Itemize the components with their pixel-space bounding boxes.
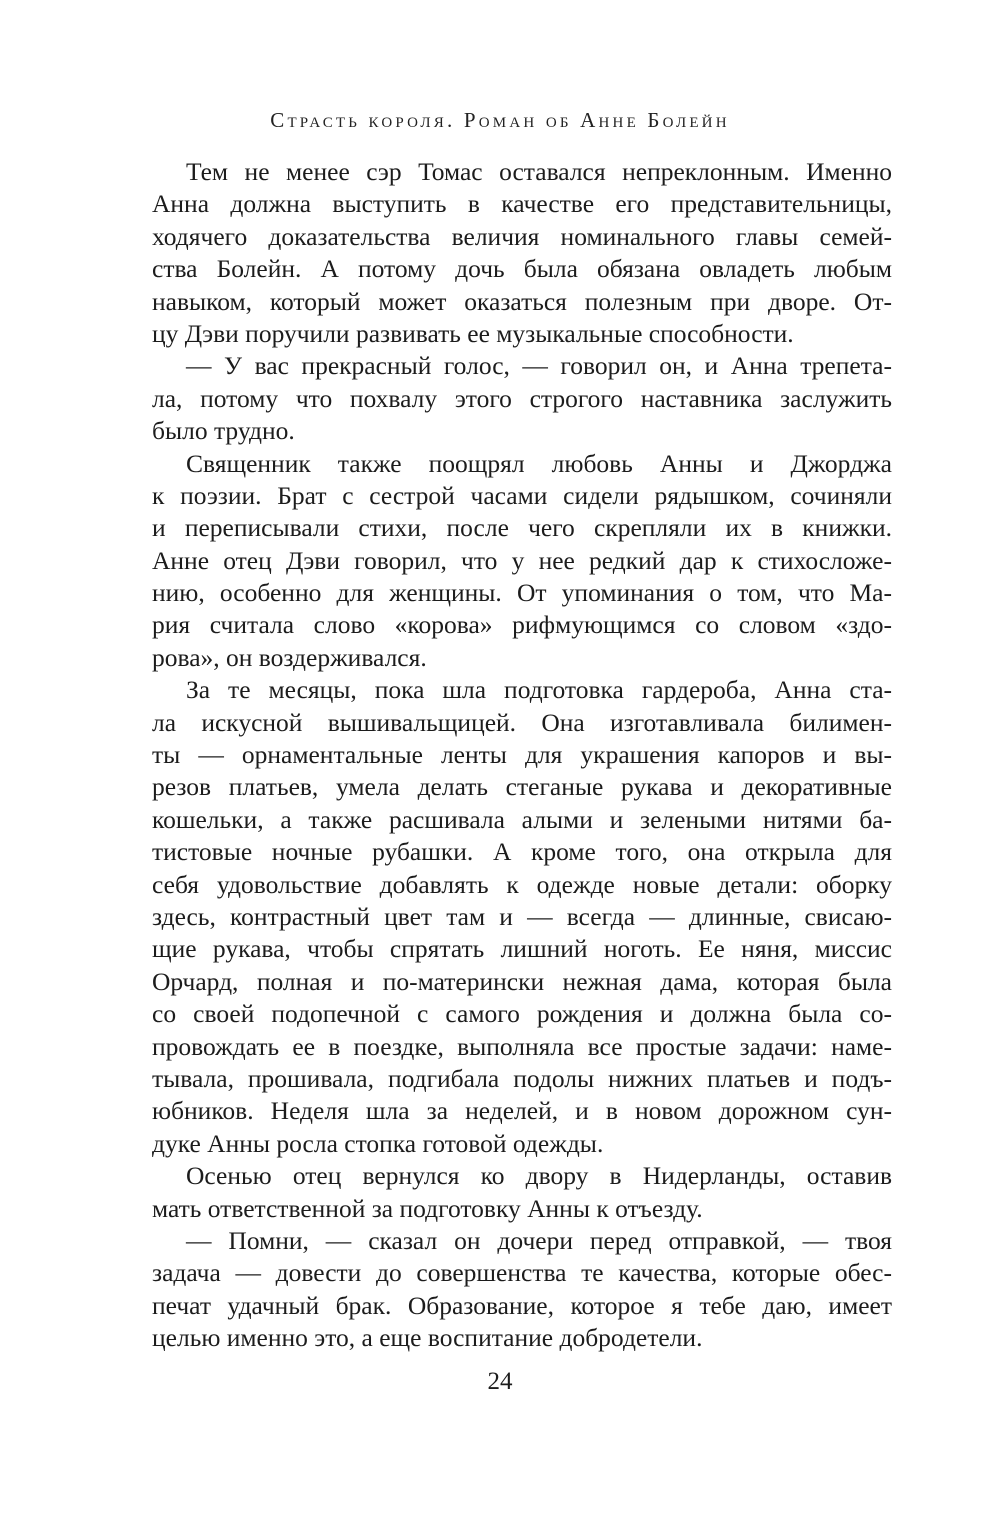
text-line: рова», он воздерживался.	[152, 642, 427, 672]
text-line: Анна должна выступить в качестве его представительницы,	[152, 189, 892, 219]
running-header-title: Страсть короля. Роман об Анне Болейн	[270, 108, 730, 132]
body-text	[152, 156, 892, 1354]
text-line: Священник также поощрял любовь Анны и Джорджа	[186, 448, 892, 478]
text-line: к поэзии. Брат с сестрой часами сидели рядышком, сочиняли	[152, 480, 892, 510]
text-line: Тем не менее сэр Томас оставался непреклонным. Именно	[186, 157, 892, 186]
text-line: и переписывали стихи, после чего скрепляли их в книжки.	[152, 513, 892, 543]
text-line: За те месяцы, пока шла подготовка гардероба, Анна ста-	[186, 675, 892, 705]
text-line: тистовые ночные рубашки. А кроме того, она открыла для	[152, 837, 892, 867]
text-line: навыком, который может оказаться полезным при дворе. От-	[152, 286, 892, 316]
text-line: — Помни, — сказал он дочери перед отправкой, — твоя	[186, 1225, 892, 1255]
text-line: задача — довести до совершенства те качества, которые обес-	[152, 1258, 892, 1288]
text-line: целью именно это, а еще воспитание добродетели.	[152, 1323, 703, 1353]
page-number: 24	[487, 1368, 513, 1395]
text-line: резов платьев, умела делать стеганые рукава и декоративные	[152, 772, 892, 802]
text-line: мать ответственной за подготовку Анны к отъезду.	[152, 1193, 703, 1223]
text-line: Орчард, полная и по-матерински нежная дама, которая была	[152, 966, 892, 996]
text-line: тывала, прошивала, подгибала подолы нижних платьев и подъ-	[152, 1063, 892, 1093]
text-line: дуке Анны росла стопка готовой одежды.	[152, 1128, 604, 1158]
text-line: провождать ее в поездке, выполняла все простые задачи: наме-	[152, 1031, 892, 1061]
text-line: Осенью отец вернулся ко двору в Нидерланды, оставив	[186, 1161, 892, 1191]
text-line: печат удачный брак. Образование, которое я тебе даю, имеет	[152, 1290, 892, 1320]
text-line: было трудно.	[152, 416, 295, 446]
text-line: рия считала слово «корова» рифмующимся со словом «здо-	[152, 610, 892, 640]
text-line: здесь, контрастный цвет там и — всегда — длинные, свисаю-	[152, 901, 892, 931]
text-line: юбников. Неделя шла за неделей, и в новом дорожном сун-	[152, 1096, 892, 1126]
text-line: себя удовольствие добавлять к одежде новые детали: оборку	[152, 869, 892, 899]
text-line: ходячего доказательства величия номинального главы семей-	[152, 221, 892, 251]
text-line: цу Дэви поручили развивать ее музыкальные способности.	[152, 318, 794, 348]
text-line: щие рукава, чтобы спрятать лишний ноготь. Ее няня, миссис	[152, 934, 892, 964]
text-line: ства Болейн. А потому дочь была обязана овладеть любым	[152, 254, 892, 284]
text-line: ла искусной вышивальщицей. Она изготавливала билимен-	[152, 707, 892, 737]
text-line: — У вас прекрасный голос, — говорил он, и Анна трепета-	[186, 351, 892, 381]
text-line: ты — орнаментальные ленты для украшения капоров и вы-	[152, 740, 892, 770]
text-line: ла, потому что похвалу этого строгого наставника заслужить	[152, 383, 892, 413]
text-line: со своей подопечной с самого рождения и должна была со-	[152, 999, 892, 1029]
text-line: нию, особенно для женщины. От упоминания о том, что Ма-	[152, 578, 892, 608]
text-line: Анне отец Дэви говорил, что у нее редкий дар к стихосложе-	[152, 545, 892, 575]
text-line: кошельки, а также расшивала алыми и зелеными нитями ба-	[152, 804, 892, 834]
